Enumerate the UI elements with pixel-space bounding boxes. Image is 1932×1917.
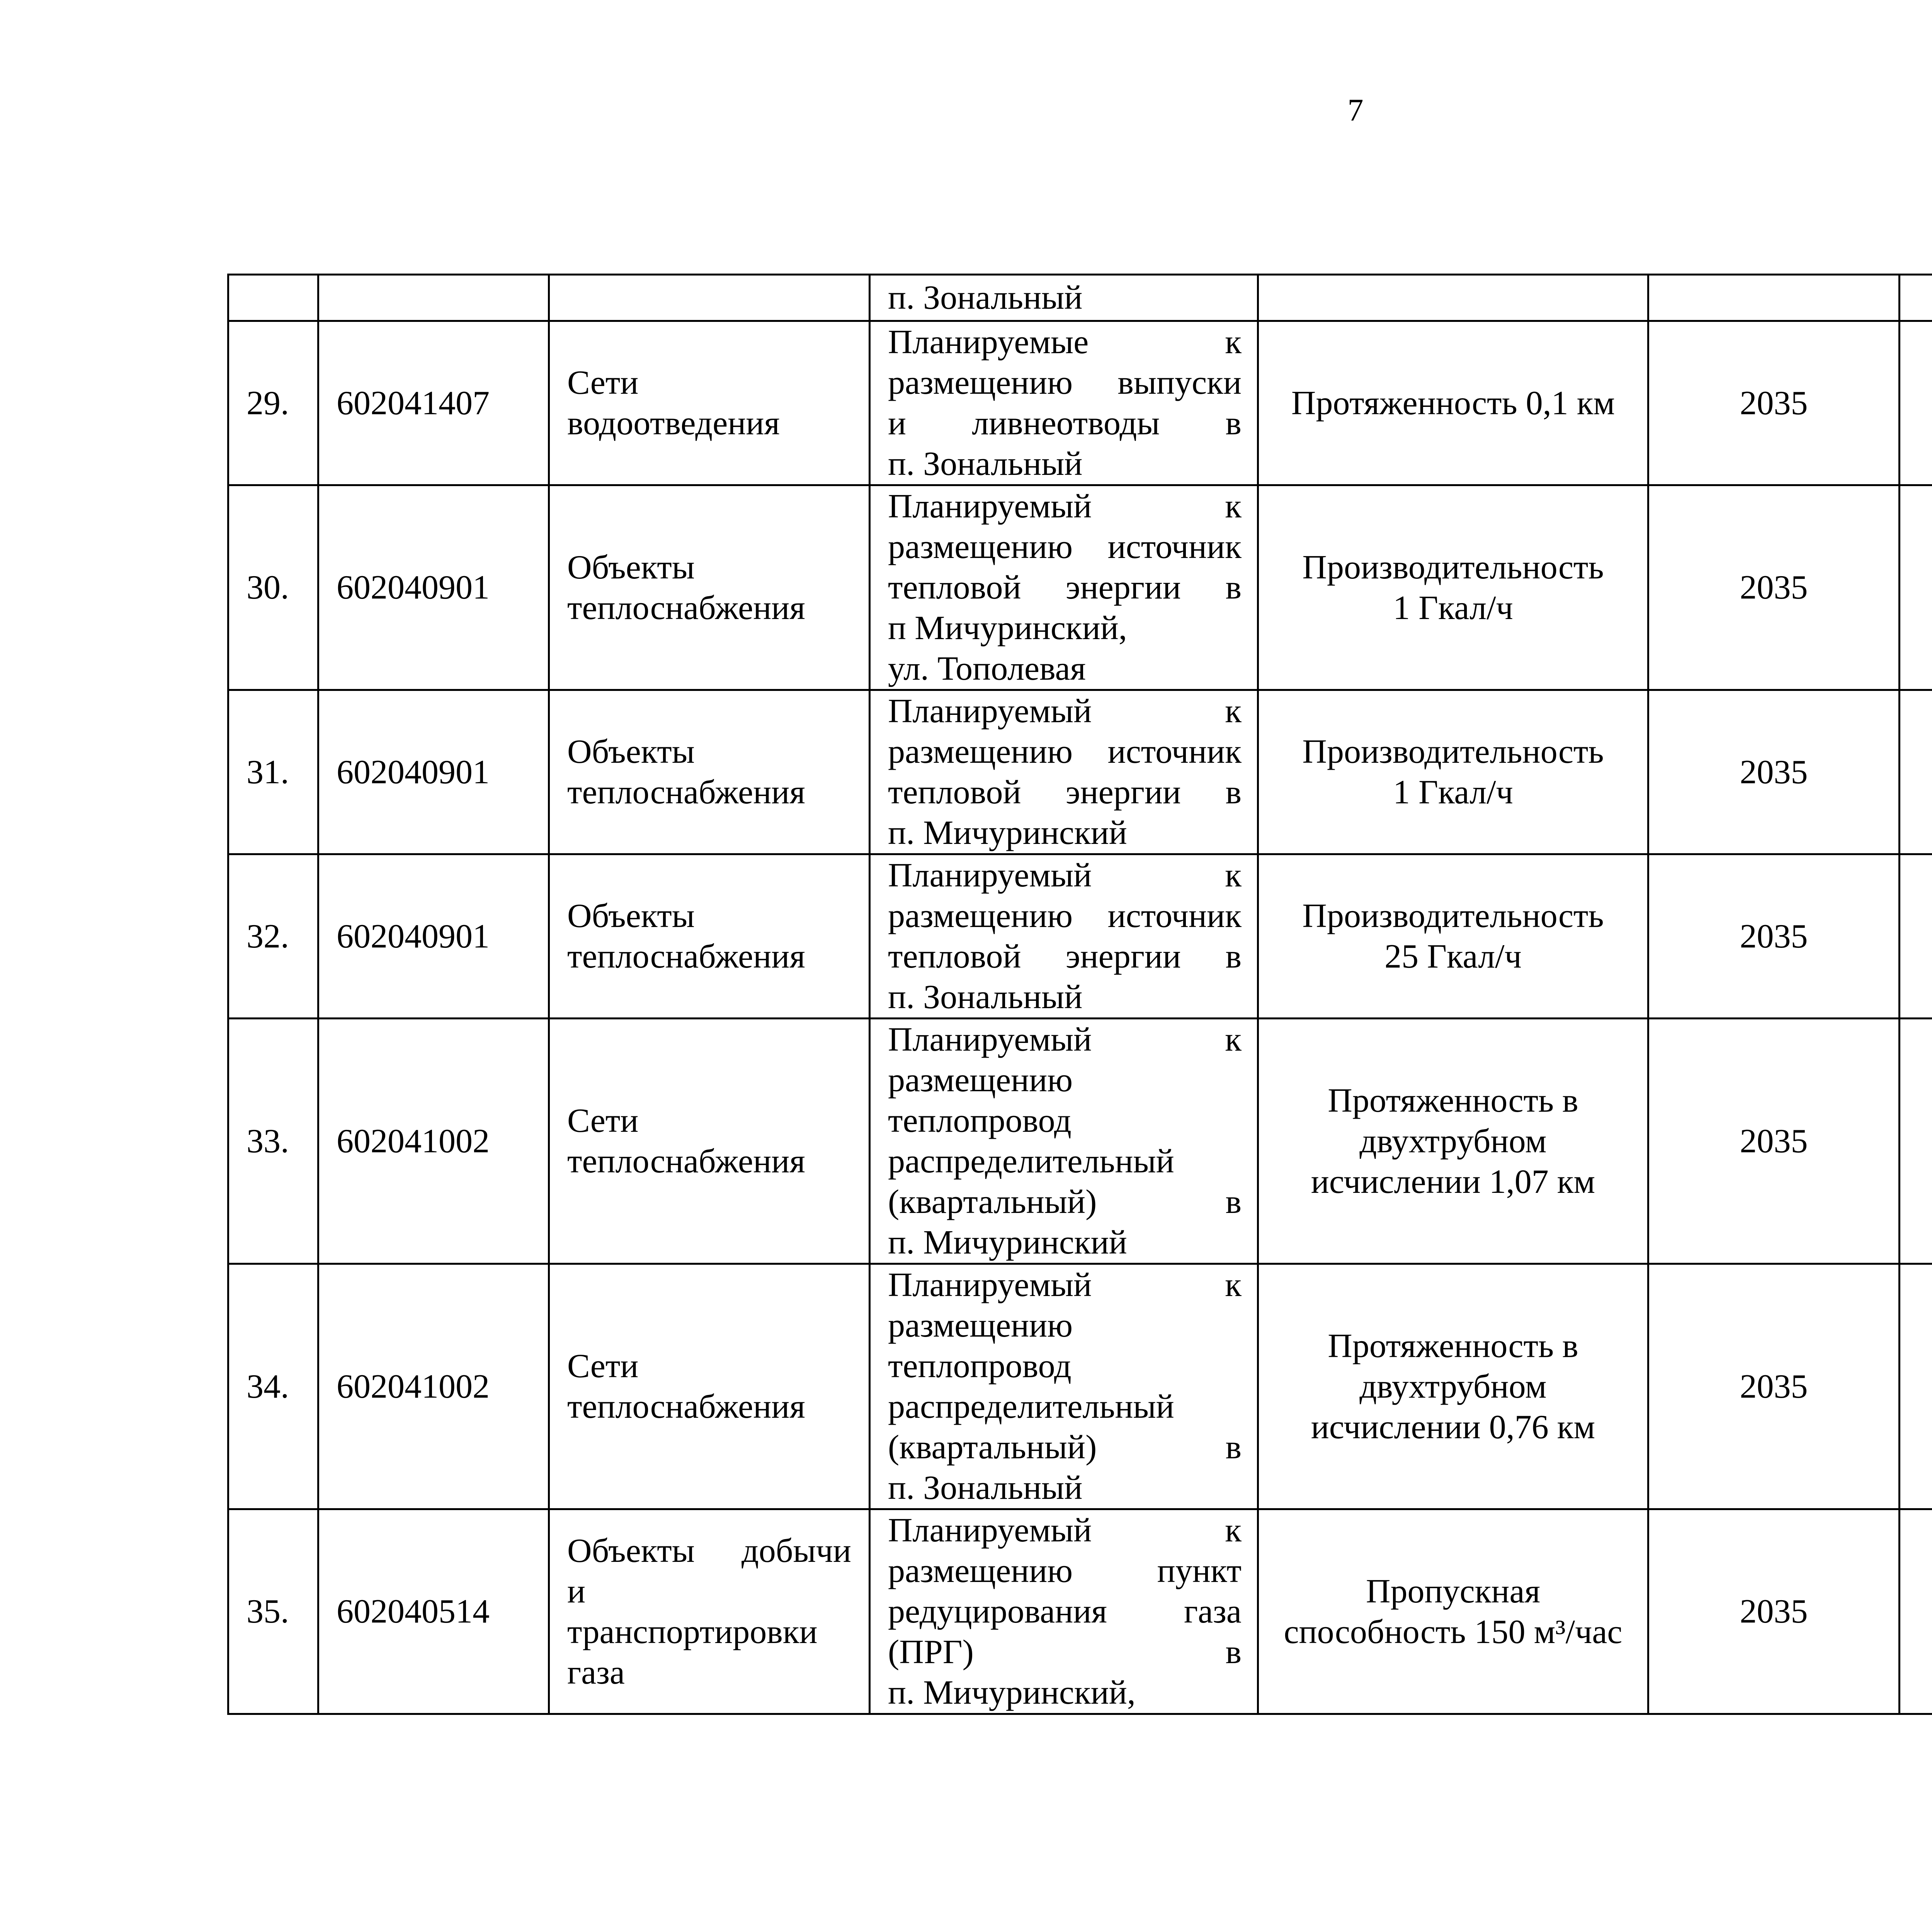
cell-code: 602040901: [318, 690, 549, 854]
cell-description: [870, 854, 1258, 1019]
object-name-line: транспортировки: [567, 1613, 818, 1651]
table-body: [228, 275, 1932, 1714]
cell-functional-zone: [1900, 485, 1932, 690]
description-line: тепловой энергии в: [888, 774, 1242, 811]
characteristic-line: Протяженность в: [1328, 1327, 1578, 1365]
zone-line: [1918, 547, 1932, 588]
object-name-line: Сети: [567, 1347, 639, 1385]
description-line: размещению источник: [888, 897, 1242, 935]
cell-description: [870, 1019, 1258, 1264]
cell-code: 602040901: [318, 485, 549, 690]
cell-characteristic: [1258, 854, 1648, 1019]
cell-functional-zone: [1900, 321, 1932, 485]
characteristic-line: Производительность: [1302, 733, 1604, 771]
description-line: Планируемый к: [888, 1266, 1242, 1304]
description-line: и ливнеотводы в: [888, 405, 1242, 442]
cell-description: [870, 1264, 1258, 1509]
characteristic-line: Протяженность 0,1 км: [1291, 384, 1615, 422]
cell-year: 2035: [1648, 1509, 1900, 1714]
description-line: редуцирования газа: [888, 1593, 1242, 1630]
zone-line: [1918, 383, 1932, 424]
cell-description: [870, 321, 1258, 485]
cell-characteristic: [1258, 690, 1648, 854]
characteristic-line: Пропускная: [1366, 1572, 1541, 1610]
description-line: (квартальный) в: [888, 1183, 1242, 1221]
object-name-line: Объекты: [567, 897, 695, 935]
zone-line: [1918, 1366, 1932, 1407]
object-name-line: теплоснабжения: [567, 1143, 805, 1180]
description-line: п. Зональный: [888, 978, 1083, 1016]
description-line: Планируемый к: [888, 692, 1242, 730]
description-line: размещению источник: [888, 528, 1242, 566]
description-line: п. Зональный: [888, 1469, 1083, 1507]
table-row: [228, 275, 1932, 321]
cell-year: 2035: [1648, 690, 1900, 854]
description-line: распределительный: [888, 1388, 1174, 1425]
description-line: п Мичуринский,: [888, 609, 1127, 647]
description-line: тепловой энергии в: [888, 569, 1242, 606]
description-line: Планируемый к: [888, 1021, 1242, 1058]
description-line: п. Мичуринский,: [888, 1674, 1136, 1711]
cell-number: 32.: [228, 854, 318, 1019]
page-number: 7: [1347, 92, 1364, 128]
cell-characteristic: [1258, 1264, 1648, 1509]
object-name-line: Объекты добычи: [567, 1532, 851, 1570]
zone-line: [1918, 957, 1932, 997]
cell-functional-zone: [1900, 854, 1932, 1019]
cell-functional-zone: [1900, 1509, 1932, 1714]
cell-characteristic: [1258, 1509, 1648, 1714]
description-line: размещению источник: [888, 733, 1242, 771]
cell-number: 29.: [228, 321, 318, 485]
zone-line: [1918, 731, 1932, 772]
cell-functional-zone: [1900, 1264, 1932, 1509]
characteristic-line: Протяженность в: [1328, 1082, 1578, 1119]
description-line: Планируемый к: [888, 1512, 1242, 1549]
description-line: размещению: [888, 1307, 1073, 1344]
object-name-line: Объекты: [567, 733, 695, 771]
cell-object-name: [549, 690, 870, 854]
cell-code: 602041002: [318, 1019, 549, 1264]
characteristic-line: исчислении 1,07 км: [1311, 1163, 1595, 1201]
cell-object-name: [549, 1509, 870, 1714]
description-line: ул. Тополевая: [888, 650, 1086, 687]
description-line: теплопровод: [888, 1102, 1071, 1140]
zone-line: [1918, 1531, 1932, 1571]
description-line: Планируемые к: [888, 323, 1242, 361]
cell-number: 33.: [228, 1019, 318, 1264]
description-line: Планируемый к: [888, 488, 1242, 525]
cell-characteristic: [1258, 321, 1648, 485]
cell-object-name: [549, 1264, 870, 1509]
cell-object-name: [549, 485, 870, 690]
cell-year: 2035: [1648, 485, 1900, 690]
cell-code: 602040901: [318, 854, 549, 1019]
object-name-line: теплоснабжения: [567, 1388, 805, 1425]
object-name-line: теплоснабжения: [567, 938, 805, 975]
cell-code: 602041002: [318, 1264, 549, 1509]
description-line: п. Мичуринский: [888, 1224, 1127, 1261]
characteristic-line: способность 150 м³/час: [1284, 1613, 1622, 1651]
cell-functional-zone: [1900, 690, 1932, 854]
description-line: Планируемый к: [888, 857, 1242, 894]
zone-line: [1918, 1652, 1932, 1693]
characteristic-line: двухтрубном: [1359, 1122, 1547, 1160]
description-line: размещению: [888, 1061, 1073, 1099]
cell-object-name: [549, 321, 870, 485]
characteristic-line: 25 Гкал/ч: [1384, 938, 1522, 975]
cell-code: 602040514: [318, 1509, 549, 1714]
object-name-line: Объекты: [567, 548, 695, 586]
cell-characteristic: [1258, 485, 1648, 690]
cell-functional-zone: [1900, 275, 1932, 321]
table-row: [228, 1264, 1932, 1509]
description-line: (ПРГ) в: [888, 1633, 1242, 1671]
cell-number: [228, 275, 318, 321]
zone-line: [1918, 916, 1932, 957]
cell-characteristic: [1258, 275, 1648, 321]
cell-year: [1648, 275, 1900, 321]
table-row: [228, 854, 1932, 1019]
table-row: [228, 690, 1932, 854]
table-row: [228, 1509, 1932, 1714]
object-name-line: теплоснабжения: [567, 774, 805, 811]
cell-description: [870, 485, 1258, 690]
cell-code: 602041407: [318, 321, 549, 485]
cell-object-name: [549, 854, 870, 1019]
cell-description: [870, 1509, 1258, 1714]
zone-line: [1918, 1571, 1932, 1612]
characteristic-line: Производительность: [1302, 548, 1604, 586]
cell-number: 34.: [228, 1264, 318, 1509]
cell-year: 2035: [1648, 1019, 1900, 1264]
cell-number: 31.: [228, 690, 318, 854]
cell-number: 35.: [228, 1509, 318, 1714]
cell-code: [318, 275, 549, 321]
object-name-line: газа: [567, 1653, 625, 1691]
zone-line: [1918, 876, 1932, 916]
zone-line: [1918, 1121, 1932, 1162]
description-line: распределительный: [888, 1143, 1174, 1180]
table-row: [228, 485, 1932, 690]
cell-functional-zone: [1900, 1019, 1932, 1264]
object-name-line: Сети: [567, 1102, 639, 1140]
object-name-line: теплоснабжения: [567, 589, 805, 627]
description-line: тепловой энергии в: [888, 938, 1242, 975]
characteristic-line: 1 Гкал/ч: [1393, 589, 1513, 627]
cell-description: [870, 690, 1258, 854]
cell-number: 30.: [228, 485, 318, 690]
description-line: п. Зональный: [888, 445, 1083, 483]
characteristic-line: Производительность: [1302, 897, 1604, 935]
zone-line: [1918, 1612, 1932, 1652]
characteristic-line: 1 Гкал/ч: [1393, 774, 1513, 811]
description-line: теплопровод: [888, 1347, 1071, 1385]
cell-description: [870, 275, 1258, 321]
cell-characteristic: [1258, 1019, 1648, 1264]
cell-year: 2035: [1648, 1264, 1900, 1509]
cell-year: 2035: [1648, 854, 1900, 1019]
cell-object-name: [549, 275, 870, 321]
description-line: (квартальный) в: [888, 1429, 1242, 1466]
characteristic-line: исчислении 0,76 км: [1311, 1408, 1595, 1446]
description-line: п. Мичуринский: [888, 814, 1127, 852]
table-row: [228, 1019, 1932, 1264]
cell-object-name: [549, 1019, 870, 1264]
object-name-line: и: [567, 1572, 586, 1610]
table-row: [228, 321, 1932, 485]
zone-line: [1918, 772, 1932, 813]
zone-line: [1918, 588, 1932, 628]
description-line: размещению пункт: [888, 1552, 1242, 1590]
cell-year: 2035: [1648, 321, 1900, 485]
characteristic-line: двухтрубном: [1359, 1368, 1547, 1405]
objects-table: [227, 274, 1932, 1715]
description-line: размещению выпуски: [888, 364, 1242, 401]
object-name-line: водоотведения: [567, 405, 780, 442]
object-name-line: Сети: [567, 364, 639, 401]
description-line: п. Зональный: [888, 279, 1083, 316]
